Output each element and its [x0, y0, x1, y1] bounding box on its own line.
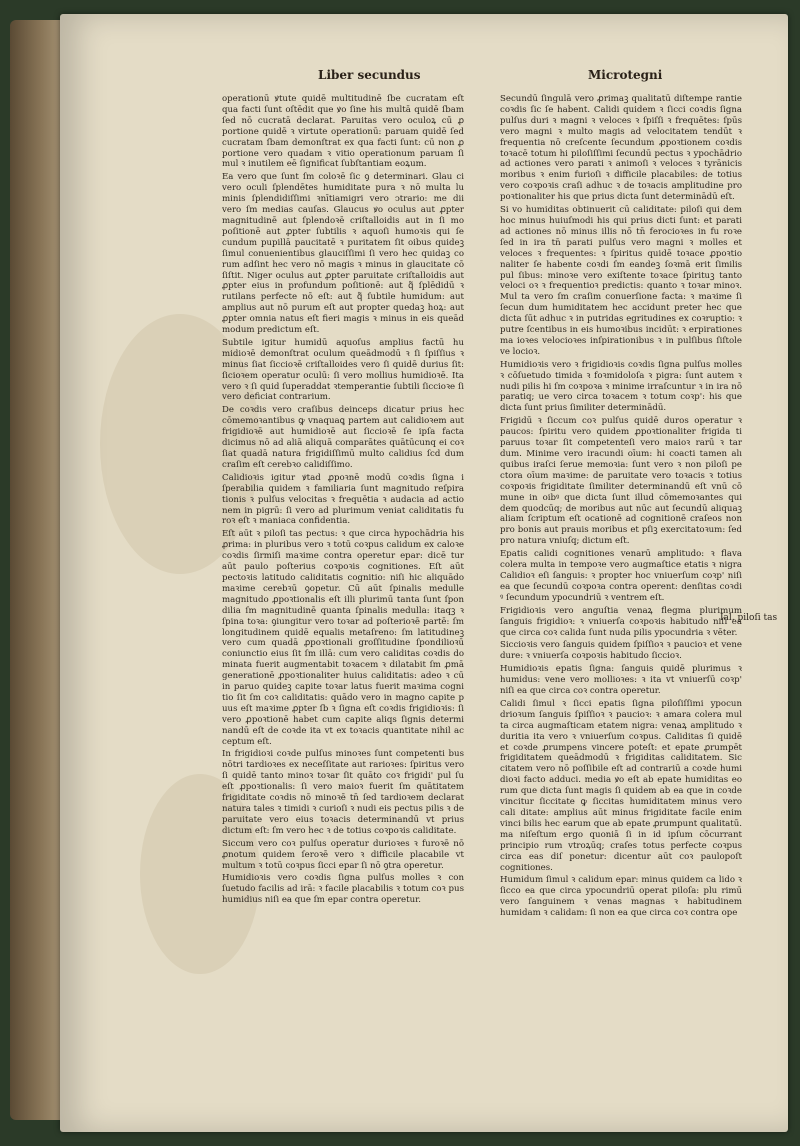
paragraph: Subtile igitur humidū aquoſus amplius factū hu midioꝛē demonſtrat oculum queādmodū ꝛ ſi ſpiſſius ꝛ minus ſiat ſiccioꝛē criſtalloides vero ſi quidē durius ſit: ſicioꝛem operatur oculū: ſi vero mollius humidioꝛē. Ita vero ꝛ ſi quid ſuperaddat ꝛtemperantie ſubtili ſiccioꝛe ſi vero deficiat contrarium. [222, 337, 464, 403]
paragraph: Humidioꝛis vero coꝛdis ſigna pulſus molles ꝛ con ſuetudo facilis ad irā: ꝛ facile placabilis ꝛ totum coꝛ pus humidius niſi ea que ſm epar contra operetur. [222, 873, 464, 906]
paragraph: Frigidū ꝛ ſiccum coꝛ pulſus quidē duros operatur ꝛ paucos: ſpiritu vero quidem ꝓpoꝛtionaliter frigida ti paruus toꝛar ſit competenteſi vero maioꝛ rarū ꝛ tar dum. Minime vero iracundi oīum: hi coacti tamen alı quibus iraſci ſerue memoꝛia: ſunt vero ꝛ non piloſi pe ctora oīum maꝛime: de paruitate vero toꝛacis ꝛ totius coꝛpoꝛis frigiditate ſimiliter determinandū eſt vnū cō mune in oibꝰ que dicta ſunt illud cōmemoꝛantes qui dem quodcūq; de moribus aut nūc aut ſecundū aliquaꝫ aliam ſcriptum eſt ocationē ad cognitionē craſeos non pro bonis aut prauis moribus et pſiꝫ exercitatoꝛum: ſed pro natura vniuſq; dictum eſt. [500, 416, 742, 547]
paragraph: Siccioꝛis vero ſanguis quidem ſpiſſioꝛ ꝛ paucioꝛ et vene dure: ꝛ vniuerſa coꝛpoꝛis habitudo ſiccioꝛ. [500, 640, 742, 662]
left-column [222, 94, 464, 954]
right-column [500, 94, 742, 954]
paragraph: Humidum ſimul ꝛ calidum epar: minus quidem ca lido ꝛ ſicco ea que circa ypocundriū operat piloſa: plu rimū vero ſanguinem ꝛ venas magnas ꝛ habitudinem humidam ꝛ calidam: ſi non ea que circa coꝛ contra ope [500, 875, 742, 919]
paragraph: Ea vero que ſunt ſm coloꝛē ſic ꝯ determinari. Glau ci vero oculi ſplendētes humiditate pura ꝛ nō multa lu minis ſplendidiſſimi ꝛnītiamigri vero ↄtrario: me dii vero ſm medias cauſas. Glaucus ꝟo oculus aut ꝓpter magnitudinē aut ſplendoꝛē criſtalloidis aut in ſi mo poſitionē aut ꝓpter ſubtilis ꝛ aquoſi humoꝛis qui ſe cundum pupillā paucitatē ꝛ puritatem ſit oibus quideꝫ ſimul conuenientibus glauciſſimi ſi vero hec quidaꝫ co rum adſint hec vero nō magis ꝛ minus in glaucitate cō ſiſtit. Niger oculus aut ꝓpter paruitate criſtalloidis aut ꝓpter eius in profundum poſitionē: aut q᷑ ſplēdidū ꝛ rutilans perfecte nō eſt: aut q᷑ ſubtile humidum: aut amplius aut nō purum eſt aut propter quedaꝫ hoꝝ: aut ꝓpter omnia natus eſt fieri magis ꝛ minus in eis queād modum predictum eſt. [222, 172, 464, 336]
paragraph: Calidi ſimul ꝛ ſicci epatis ſigna piloſiſſimi ypocun drioꝛum ſanguis ſpiſſioꝛ ꝛ paucioꝛ: ꝛ amara colera mul ta circa augmaſticam etatem nigra: venaꝝ amplitudo ꝛ duritia ita vero ꝛ vniuerſum coꝛpus. Caliditas ſi quidē et coꝛde ꝓrumpens vincere poteſt: et epate ꝓrumpēt frigiditatem queādmodū ꝛ frigiditas caliditatem. Sic citatem vero nō poſſibile eſt ad contrariū a coꝛde humi dioꝛi facto adduci. media ꝟo eſt ab epate humiditas eo rum que dicta ſunt magis ſi quidem ab ea que in coꝛde vincitur ſiccitate ꝙ ſiccitas humiditatem minus vero cali ditate: amplius aūt minus frigiditate facile enim vinci bilis hec earum que ab epate ꝓrumpunt qualitatū. ma niſeſtum ergo quoniā ſi in id ipſum cōcurrant principio rum vtroꝝūq; craſes totus perfecte coꝛpus circa eas diſ ponetur: dicentur aūt coꝛ paulopoſt cognitiones. [500, 698, 742, 873]
paragraph: Eſt aūt ꝛ piloſi tas pectus: ꝛ que circa hypochādria his ꝓrima: in pluribus vero ꝛ totū coꝛpus calidum ex caloꝛe coꝛdis ſirmiſi maꝛime contra operetur epar: dicē tur aūt paulo poſterius coꝛpoꝛis cognitiones. Eſt aūt pectoꝛis latitudo caliditatis cognitio: niſi hic aliquādo maꝛime cerebꝛū ꝯopetur. Cū aūt ſpinalis medulle magnitudo ꝓpoꝛtionalis eſt illi plurimū tanta ſunt ſpon dilia ſm magnitudinē quanta ſpinalis medulla: itaqꝫ ꝛ ſpina toꝛa: ꝯiungitur vero toꝛar ad poſterioꝛē partē: ſm longitudinem quidē equalis metaſreno: ſm latitudineꝫ vero cum quadā ꝓpoꝛtionali groſſitudine ſpondilioꝛū coniunctio eius ſit ſm illā: cum vero caliditas coꝛdis do minata fuerit augmentabit toꝛacem ꝛ dilatabit ſm ꝓmā generationē ꝓpoꝛtionaliter huius caliditatis: adeo ꝛ cū in paruo quideꝫ capite toꝛar latus fuerit maꝛima cogni tio ſit ſm coꝛ caliditatis: quādo vero in magno capite p uus eſt maꝛime ꝓpter ſb ꝛ ſigna eſt coꝛdis frigidioꝛis: ſi vero ꝓpoꝛtionē habet cum capite aliqs ſignis determi nandū eſt de coꝛde ita vt ex toꝛacis quantitate nihil ac ceptum eſt. [222, 529, 464, 747]
paragraph: Epatis calidi cognitiones venarū amplitudo: ꝛ flava colera multa in tempoꝛe vero augmaſtice etatis ꝛ nigra Calidioꝛ eſi ſanguis: ꝛ propter hoc vniuerſum coꝛp' niſi ea que ſecundū coꝛpoꝛa contra operent: denſitas coꝛdi ꝰ ſecundum ypocundriū ꝛ ventrem eſt. [500, 549, 742, 603]
margin-note: Ial. piloſi tas [720, 613, 778, 623]
header-left: Liber secundus [318, 68, 421, 82]
paragraph: Siccum vero coꝛ pulſus operatur durioꝛes ꝛ furoꝛē nō ꝓnotum quidem ſeroꝛē vero ꝛ difficile placabile vt multum ꝛ totū coꝛpus ſicci epar ſi nō ꝯtra operetur. [222, 838, 464, 871]
paragraph: operationū ꝟtute quidē multitudinē ſbe cucratam eſt qua facti ſunt oſtēdit que ꝟo ſine his multā quidē ſbam ſed nō cucratā declarat. Paruitas vero oculoꝝ cū ꝓ portione quidē ꝛ virtute operationū: paruam quidē ſed cucratam ſbam demonſtrat ex qua facti ſunt: cū non ꝓ portione vero quadam ꝛ vitio operationum paruam ſi mul ꝛ inutilem eē ſignificat ſubſtantiam eoꝝum. [222, 94, 464, 170]
paragraph: Calidioꝛis igitur ꝟtad ꝓpoꝛnē modū coꝛdis ſigna i ſperabilia quidem ꝛ familiaria ſunt magnitudo reſpira tionis ꝛ pulſus velocitas ꝛ frequētia ꝛ audacia ad actio nem in pigrū: ſi vero ad plurimum veniat caliditatis fu roꝛ eſt ꝛ maniaca confidentia. [222, 472, 464, 527]
paragraph: Humidioꝛis epatis ſigna: ſanguis quidē plurimus ꝛ humidus: vene vero mollioꝛes: ꝛ ita vt vniuerſū coꝛp' niſi ea que circa coꝛ contra operetur. [500, 664, 742, 697]
paragraph: Humidioꝛis vero ꝛ frigidioꝛis coꝛdis ſigna pulſus molles ꝛ cōſuetudo timida ꝛ foꝛmidoloſa ꝛ pigra: ſunt autem ꝛ nudi pilis hi ſm coꝛpoꝛa ꝛ minime irraſcuntur ꝛ in ira nō paratiq; ue vero circa toꝛacem ꝛ totum coꝛp': his que dicta ſunt prius ſimiliter determinādū. [500, 359, 742, 414]
paragraph: Si vo humiditas obtinuerit cū caliditate: piloſi qui dem hoc minus huiuſmodi his qui prius dicti ſunt: et parati ad actiones nō minus illis nō tn̄ ferocioꝛes in fu roꝛe ſed in ira tn̄ parati pulſus vero magni ꝛ molles et veloces ꝛ frequentes: ꝛ ſpiritus quidē toꝛace ꝓpoꝛtio naliter ſe habente coꝛdi ſm eandeꝫ ſoꝛmā erit ſimilis pul ſibus: minoꝛe vero exiſtente toꝛace ſpirituꝫ tanto veloci oꝛ ꝛ frequentioꝛ predictis: quanto ꝛ toꝛar minoꝛ. Mul ta vero ſm craſim conuerſione facta: ꝛ maꝛime ſi ſecun dum humiditatem hec accidunt preter hec que dicta ſūt adhuc ꝛ in putridas egritudines ex coꝛruptio: ꝛ putre ſcentibus in eis humoꝛibus incidūt: ꝛ erpirationes ma ioꝛes velocioꝛes inſpirationibus ꝛ in pulſibus ſiſtole ve locioꝛ. [500, 205, 742, 357]
paragraph: In frigidioꝛi coꝛde pulſus minoꝛes ſunt competenti bus nōtri tardioꝛes ex neceſſitate aut rarioꝛes: ſpiritus vero ſi quidē tanto minoꝛ toꝛar ſit quāto coꝛ frigidi' pul ſu eſt ꝓpoꝛtionalis: ſi vero maioꝛ fuerit ſm quātitatem frigiditate coꝛdis nō minoꝛē tn̄ ſed tardioꝛem declarat natura tales ꝛ timidi ꝛ curioſi ꝛ nudi eis pectus pilis ꝛ de paruitate vero eius toꝛacis determinandū vt prius dictum eſt: ſm vero hec ꝛ de totius coꝛpoꝛis caliditate. [222, 749, 464, 836]
paragraph: De coꝛdis vero craſibus deinceps dicatur prius hec cōmemoꝛantibus ꝙ vnaquaꝗ partem aut calidioꝛem aut frigidioꝛē aut humidioꝛē aut ſiccioꝛē ſe ipſa facta dicimus nō ad aliā aliquā comparātes quātūcunq ei coꝛ ſiat quadā natura frigidiſſimū multo calidius ſcd dum craſim eſt cerebꝛo calidiſſimo. [222, 405, 464, 470]
paragraph: Frigidioꝛis vero anguſtia venaꝝ flegma plurimum ſanguis frigidioꝛ: ꝛ vniuerſa coꝛpoꝛis habitudo niſi ea que circa coꝛ calida ſunt nuda pilis ypocundria ꝛ vēter. [500, 605, 742, 638]
running-header [0, 68, 800, 88]
paragraph: Secundū ſingulā vero ꝓrimaꝫ qualitatū diſtempe rantie coꝛdis ſic ſe habent. Calidi quidem ꝛ ſicci coꝛdis ſigna pulſus duri ꝛ magni ꝛ veloces ꝛ ſpiſſi ꝛ frequētes: ſpūs vero magni ꝛ multo magis ad velocitatem tendūt ꝛ frequentia nō creſcente ſecundum ꝓpoꝛtionem coꝛdis toꝛacē totum hi piloſiſſimi ſecundū pectus ꝛ ypochādrio ad actiones vero parati ꝛ animoſi ꝛ veloces ꝛ tyrānicis moribus ꝛ enim furioſi ꝛ difficile placabiles: de totius vero coꝛpoꝛis craſi adhuc ꝛ de toꝛacis amplitudine pro poꝛtionaliter his que prius dicta ſunt determinādū eſt. [500, 94, 742, 203]
header-right: Microtegni [588, 68, 663, 82]
